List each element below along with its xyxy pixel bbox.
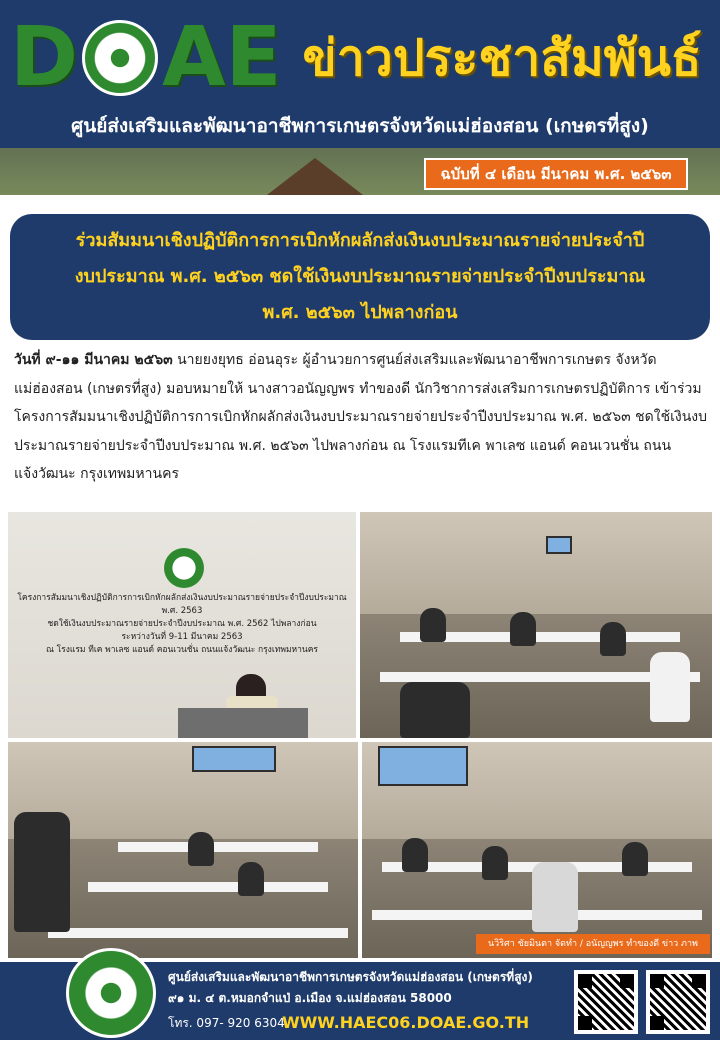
hall-wall	[360, 512, 712, 614]
attendee	[400, 682, 470, 738]
attendee	[650, 652, 690, 722]
slide-text	[12, 592, 352, 657]
issue-badge: ฉบับที่ ๔ เดือน มีนาคม พ.ศ. ๒๕๖๓	[424, 158, 688, 190]
photo-credit: นวิริศา ชัยมินตา จัดทำ / อนัญญพร ทำของดี ข่าว ภาพ	[476, 934, 710, 954]
news-body-text: นายยงยุทธ อ่อนอุระ ผู้อำนวยการศูนย์ส่งเสริมและพัฒนาอาชีพการเกษตร จังหวัดแม่ฮ่องสอน (เกษตรที่สูง) มอบหมายให้ นางสาวอนัญญพร ทำของดี นักวิชาการส่งเสริมการเกษตรปฏิบัติการ เข้าร่วมโครงการสัมมนาเชิงปฏิบัติการการเบิกหักผลักส่งเงินงบประมาณรายจ่ายประจำปีงบประมาณ พ.ศ. ๒๕๖๓ ชดใช้เงินงบประมาณรายจ่ายประจำปีงบประมาณ พ.ศ. ๒๕๖๓ ไปพลางก่อน ณ โรงแรมทีเค พาเลซ แอนด์ คอนเวนชั่น ถนนแจ้งวัฒนะ กรุงเทพมหานคร	[14, 352, 707, 482]
footer-phone: โทร. 097- 920 6304	[168, 1016, 285, 1030]
logo-letter-d: D	[10, 10, 79, 105]
attendee	[622, 842, 648, 876]
page-headline: ข่าวประชาสัมพันธ์	[302, 29, 702, 87]
news-title-box	[10, 214, 710, 340]
attendee	[600, 622, 626, 656]
slide-line: ระหว่างวันที่ 9-11 มีนาคม 2563	[121, 632, 243, 642]
center-name: ศูนย์ส่งเสริมและพัฒนาอาชีพการเกษตรจังหวัดแม่ฮ่องสอน (เกษตรที่สูง)	[71, 115, 649, 137]
hall-screen	[546, 536, 572, 554]
attendee	[420, 608, 446, 642]
doae-logo	[10, 12, 282, 104]
slide-line: ชดใช้เงินงบประมาณรายจ่ายประจำปีงบประมาณ พ.ศ. 2562 ไปพลางก่อน	[47, 619, 317, 629]
attendee	[14, 812, 70, 932]
header-banner	[0, 0, 720, 195]
attendee	[510, 612, 536, 646]
table-row	[88, 882, 328, 892]
attendee	[482, 846, 508, 880]
doae-seal-icon	[66, 948, 156, 1038]
hall-screen	[192, 746, 276, 772]
table-row	[48, 928, 348, 938]
photo-laptop-rows-left	[8, 742, 358, 958]
projection-screen	[8, 512, 356, 738]
footer-address: ๙๑ ม. ๔ ต.หมอกจำแป่ อ.เมือง จ.แม่ฮ่องสอน 58000	[168, 991, 452, 1005]
footer	[0, 962, 720, 1040]
photo-collage	[8, 512, 712, 958]
table-row	[118, 842, 318, 852]
podium	[178, 708, 308, 738]
photo-seminar-slide	[8, 512, 356, 738]
slide-line: โครงการสัมมนาเชิงปฏิบัติการการเบิกหักผลักส่งเงินงบประมาณรายจ่ายประจำปีงบประมาณ พ.ศ. 2563	[17, 593, 347, 616]
logo-letters-ae: AE	[162, 10, 282, 105]
attendee	[532, 862, 578, 932]
footer-org-name: ศูนย์ส่งเสริมและพัฒนาอาชีพการเกษตรจังหวัดแม่ฮ่องสอน (เกษตรที่สูง)	[168, 970, 533, 984]
doae-seal-icon	[164, 548, 204, 588]
photo-laptop-rows-right	[362, 742, 712, 958]
news-date: วันที่ ๙-๑๑ มีนาคม ๒๕๖๓	[14, 352, 173, 368]
news-body	[14, 346, 708, 496]
attendee	[402, 838, 428, 872]
hall-screen	[378, 746, 468, 786]
attendee	[188, 832, 214, 866]
news-title-line: พ.ศ. ๒๕๖๓ ไปพลางก่อน	[262, 302, 458, 323]
photo-audience	[360, 512, 712, 738]
news-title-line: ร่วมสัมมนาเชิงปฏิบัติการการเบิกหักผลักส่งเงินงบประมาณรายจ่ายประจำปี	[75, 230, 645, 251]
slide-line: ณ โรงแรม ทีเค พาเลซ แอนด์ คอนเวนชั่น ถนนแจ้งวัฒนะ กรุงเทพมหานคร	[46, 645, 318, 655]
news-title-line: งบประมาณ พ.ศ. ๒๕๖๓ ชดใช้เงินงบประมาณรายจ่ายประจำปีงบประมาณ	[74, 266, 646, 287]
attendee	[238, 862, 264, 896]
qr-code-icon[interactable]	[646, 970, 710, 1034]
footer-website-link[interactable]: WWW.HAEC06.DOAE.GO.TH	[282, 1013, 530, 1032]
doae-seal-icon	[82, 20, 158, 96]
qr-code-icon[interactable]	[574, 970, 638, 1034]
